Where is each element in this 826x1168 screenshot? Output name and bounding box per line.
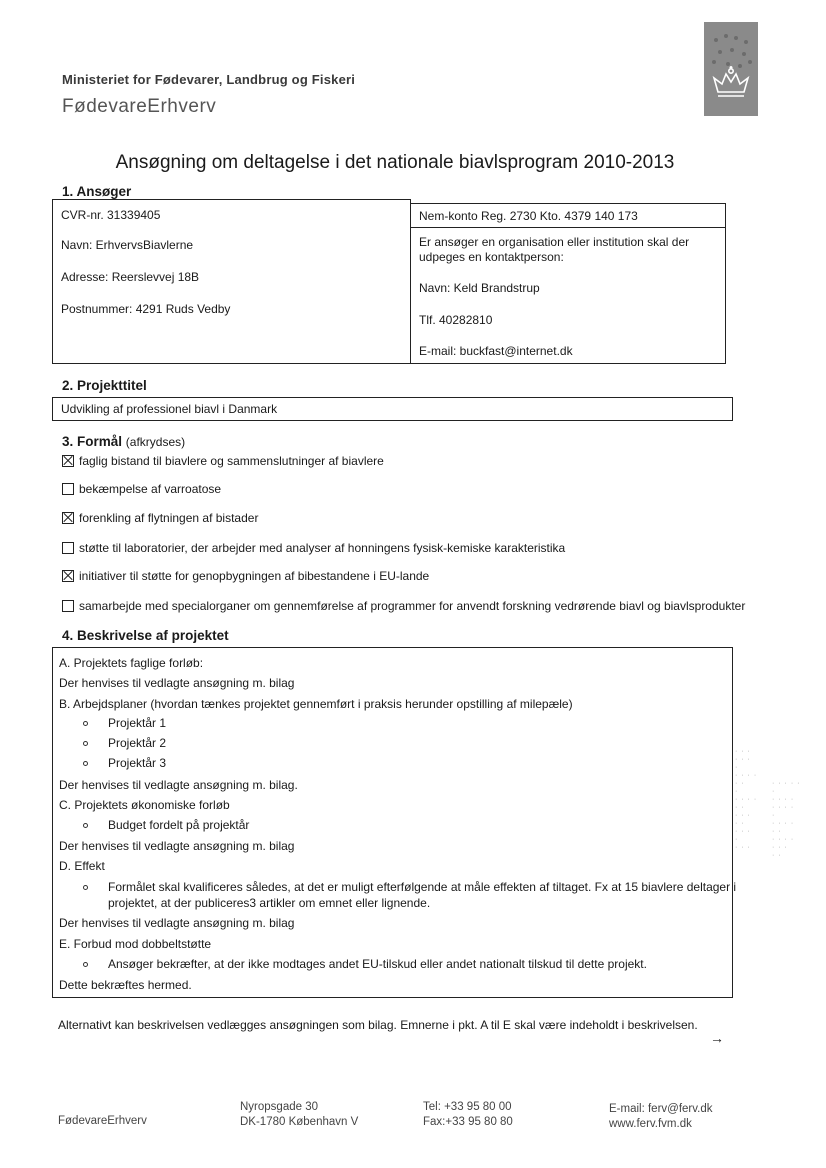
checkbox-unchecked[interactable]	[62, 483, 74, 495]
part-b-text: Der henvises til vedlagte ansøgning m. bilag.	[59, 778, 298, 792]
arrow-icon: →	[710, 1030, 724, 1046]
footer-city: DK-1780 København V	[240, 1116, 359, 1128]
nemkonto: Nem-konto Reg. 2730 Kto. 4379 140 173	[419, 209, 638, 223]
list-item: Budget fordelt på projektår	[108, 818, 250, 832]
attachment-note: Alternativt kan beskrivelsen vedlægges ansøgningen som bilag. Emnerne i pkt. A til E skal være indeholdt i beskrivelsen.	[58, 1018, 698, 1032]
contact-name: Navn: Keld Brandstrup	[419, 281, 540, 295]
contact-note-line2: udpeges en kontaktperson:	[419, 250, 564, 264]
purpose-label: samarbejde med specialorganer om gennemførelse af programmer for anvendt forskning vedrørende biavl og biavlsprodukter	[79, 599, 746, 613]
contact-note-line1: Er ansøger en organisation eller institution skal der	[419, 235, 690, 249]
document-title: Ansøgning om deltagelse i det nationale biavlsprogram 2010-2013	[115, 152, 675, 173]
ministry-name: Ministeriet for Fødevarer, Landbrug og Fiskeri	[62, 72, 356, 87]
purpose-label: bekæmpelse af varroatose	[79, 482, 222, 496]
part-a-text: Der henvises til vedlagte ansøgning m. bilag	[59, 676, 295, 690]
section-3-heading	[62, 434, 185, 449]
footer-email[interactable]: E-mail: ferv@ferv.dk	[609, 1103, 713, 1115]
bullet-icon	[83, 962, 88, 967]
contact-box	[410, 227, 726, 364]
checkbox-checked[interactable]	[62, 455, 74, 467]
bullet-icon	[83, 741, 88, 746]
purpose-option[interactable]	[62, 482, 221, 496]
part-c-text: Der henvises til vedlagte ansøgning m. bilag	[59, 839, 295, 853]
purpose-option[interactable]	[62, 569, 429, 583]
section-4-heading: 4. Beskrivelse af projektet	[62, 628, 229, 643]
purpose-option[interactable]	[62, 599, 745, 613]
footer-address	[240, 1100, 358, 1130]
bullet-icon	[83, 823, 88, 828]
part-c-title: C. Projektets økonomiske forløb	[59, 798, 230, 812]
checkbox-unchecked[interactable]	[62, 542, 74, 554]
part-d-item-line1: Formålet skal kvalificeres således, at det er muligt efterfølgende at måle effekten af tiltaget. Fx at 15 biavlere deltager i	[108, 880, 737, 894]
applicant-box	[52, 199, 411, 364]
bullet-icon	[83, 761, 88, 766]
applicant-name: Navn: ErhvervsBiavlerne	[61, 238, 194, 252]
purpose-label: forenkling af flytningen af bistader	[79, 511, 259, 525]
footer-street: Nyropsgade 30	[240, 1101, 318, 1113]
footer-tel: Tel: +33 95 80 00	[423, 1101, 512, 1113]
purpose-label: faglig bistand til biavlere og sammenslutninger af biavlere	[79, 454, 384, 468]
project-description-box	[52, 647, 737, 998]
purpose-label: støtte til laboratorier, der arbejder med analyser af honningens fysisk-kemiske karakteristika	[79, 541, 566, 555]
applicant-postal-code: Postnummer: 4291 Ruds Vedby	[61, 302, 231, 316]
list-item: Projektår 1	[108, 716, 167, 730]
contact-phone: Tlf. 40282810	[419, 313, 493, 327]
list-item: Projektår 2	[108, 736, 167, 750]
purpose-option[interactable]	[62, 454, 384, 468]
list-item: Ansøger bekræfter, at der ikke modtages andet EU-tilskud eller andet nationalt tilskud til dette projekt.	[108, 957, 647, 971]
scan-artifact: · · · · · · · · · · · · · · · · · · · · · · · · · · · · · ·	[772, 780, 801, 859]
bullet-icon	[83, 721, 88, 726]
nemkonto-box	[410, 203, 726, 228]
part-e-text: Dette bekræftes hermed.	[59, 978, 192, 992]
footer-org: FødevareErhverv	[58, 1115, 147, 1127]
footer-contact	[609, 1102, 712, 1132]
bullet-icon	[83, 885, 88, 890]
footer-fax: Fax:+33 95 80 80	[423, 1116, 513, 1128]
list-item: Projektår 3	[108, 756, 167, 770]
section-3-title: 3. Formål	[62, 434, 123, 449]
contact-email: E-mail: buckfast@internet.dk	[419, 344, 573, 358]
purpose-option[interactable]	[62, 541, 565, 555]
purpose-option[interactable]	[62, 511, 258, 525]
cvr-number: CVR-nr. 31339405	[61, 208, 161, 222]
part-e-title: E. Forbud mod dobbeltstøtte	[59, 937, 212, 951]
part-b-title: B. Arbejdsplaner (hvordan tænkes projektet gennemført i praksis herunder opstilling af milepæle)	[59, 697, 573, 711]
applicant-address: Adresse: Reerslevvej 18B	[61, 270, 200, 284]
footer-phone	[423, 1100, 513, 1130]
checkbox-unchecked[interactable]	[62, 600, 74, 612]
checkbox-checked[interactable]	[62, 512, 74, 524]
part-a-title: A. Projektets faglige forløb:	[59, 656, 204, 670]
checkbox-checked[interactable]	[62, 570, 74, 582]
part-d-title: D. Effekt	[59, 859, 105, 873]
footer-web[interactable]: www.ferv.fvm.dk	[609, 1118, 692, 1130]
purpose-label: initiativer til støtte for genopbygningen af bibestandene i EU-lande	[79, 569, 430, 583]
section-2-heading: 2. Projekttitel	[62, 378, 147, 393]
section-1-heading: 1. Ansøger	[62, 184, 132, 199]
royal-crown-crest-icon	[704, 22, 758, 116]
project-title-box	[52, 397, 733, 421]
section-3-subtitle: (afkrydses)	[125, 435, 186, 449]
project-title: Udvikling af professionel biavl i Danmark	[61, 402, 278, 416]
part-d-item-line2: projektet, at der publiceres3 artikler om emnet eller lignende.	[108, 896, 431, 910]
scan-artifact: · · · · · · · · · · · · · · · · · · · · · · · · · · · · · · · ·	[735, 748, 758, 851]
agency-name: FødevareErhverv	[62, 96, 217, 117]
part-d-text: Der henvises til vedlagte ansøgning m. bilag	[59, 916, 295, 930]
